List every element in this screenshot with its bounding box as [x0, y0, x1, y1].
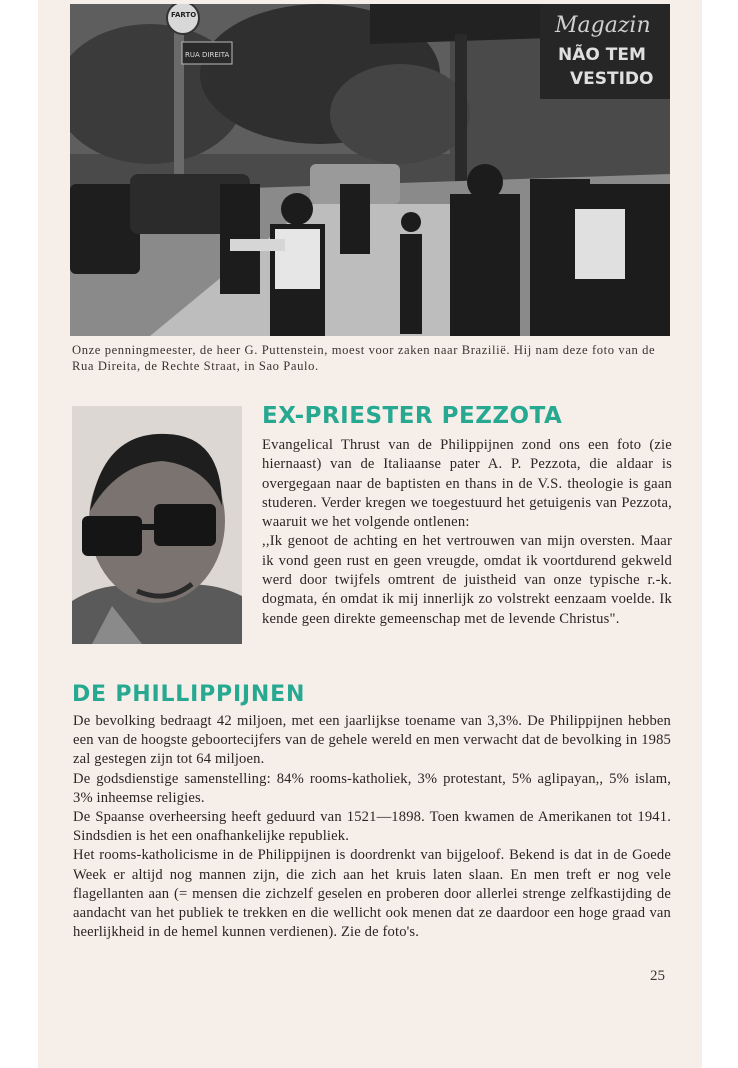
pezzota-paragraph: Evangelical Thrust van de Philippijnen zond ons een foto (zie hiernaast) van de Italiaanse pater A. P. Pezzota, die aldaar is overgegaan naar de baptisten en thans in de V.S. theologie is gaan studeren. Verder kregen we toegestuurd het getuigenis van Pezzota, waaruit we het volgende ontlenen: — [262, 437, 672, 531]
pezzota-article — [262, 436, 672, 629]
sign-rua-direita: RUA DIREITA — [185, 51, 230, 59]
sign-farto: FARTO — [171, 11, 197, 19]
section-heading-pezzota: EX-PRIESTER PEZZOTA — [262, 403, 563, 429]
photo-caption: Onze penningmeester, de heer G. Puttenstein, moest voor zaken naar Brazilië. Hij nam deze foto van de Rua Direita, de Rechte Straat, in Sao Paulo. — [72, 343, 656, 373]
sign-vestido: VESTIDO — [570, 69, 654, 89]
philippijnen-paragraph: Het rooms-katholicisme in de Philippijnen is doordrenkt van bijgeloof. Bekend is dat in de Goede Week er altijd nog mannen zijn, die zich aan het kruis laten slaan. En men treft er nog vele flagellanten aan (= mensen die zichzelf geselen en proberen door allerlei strenge zelfkastijding de aandacht van het publiek te trekken en die wellicht ook menen dat ze daardoor een hoge graad van heerlijkheid in de hemel kunnen verdienen). Zie de foto's. — [73, 847, 671, 941]
sign-nao-tem: NÃO TEM — [558, 45, 646, 65]
portrait-photo — [72, 406, 242, 644]
street-photo — [70, 4, 670, 336]
pezzota-quote: ,,Ik genoot de achting en het vertrouwen van mijn oversten. Maar ik vond geen rust en geen vreugde, omdat ik voortdurend gekweld werd door twijfels omtrent de juistheid van onze typische r.-k. dogmata, én omdat ik mij innerlijk zo volstrekt eenzaam voelde. Ik kende geen direkte gemeenschap met de levende Christus". — [262, 533, 672, 627]
philippijnen-paragraph: De bevolking bedraagt 42 miljoen, met een jaarlijkse toename van 3,3%. De Philippijnen hebben een van de hoogste geboortecijfers van de gehele wereld en men verwacht dat de bevolking in 1985 zal gestegen zijn tot 64 miljoen. — [73, 713, 671, 768]
page-number: 25 — [650, 968, 665, 984]
section-heading-philippijnen: DE PHILLIPPIJNEN — [72, 682, 306, 707]
philippijnen-paragraph: De Spaanse overheersing heeft geduurd van 1521—1898. Toen kwamen de Amerikanen tot 1941. Sindsdien is het een onafhankelijke republiek. — [73, 809, 671, 845]
sign-magazin: Magazin — [555, 13, 651, 38]
philippijnen-article — [73, 712, 671, 942]
philippijnen-paragraph: De godsdienstige samenstelling: 84% rooms-katholiek, 3% protestant, 5% aglipayan,, 5% islam, 3% inheemse religies. — [73, 770, 671, 806]
